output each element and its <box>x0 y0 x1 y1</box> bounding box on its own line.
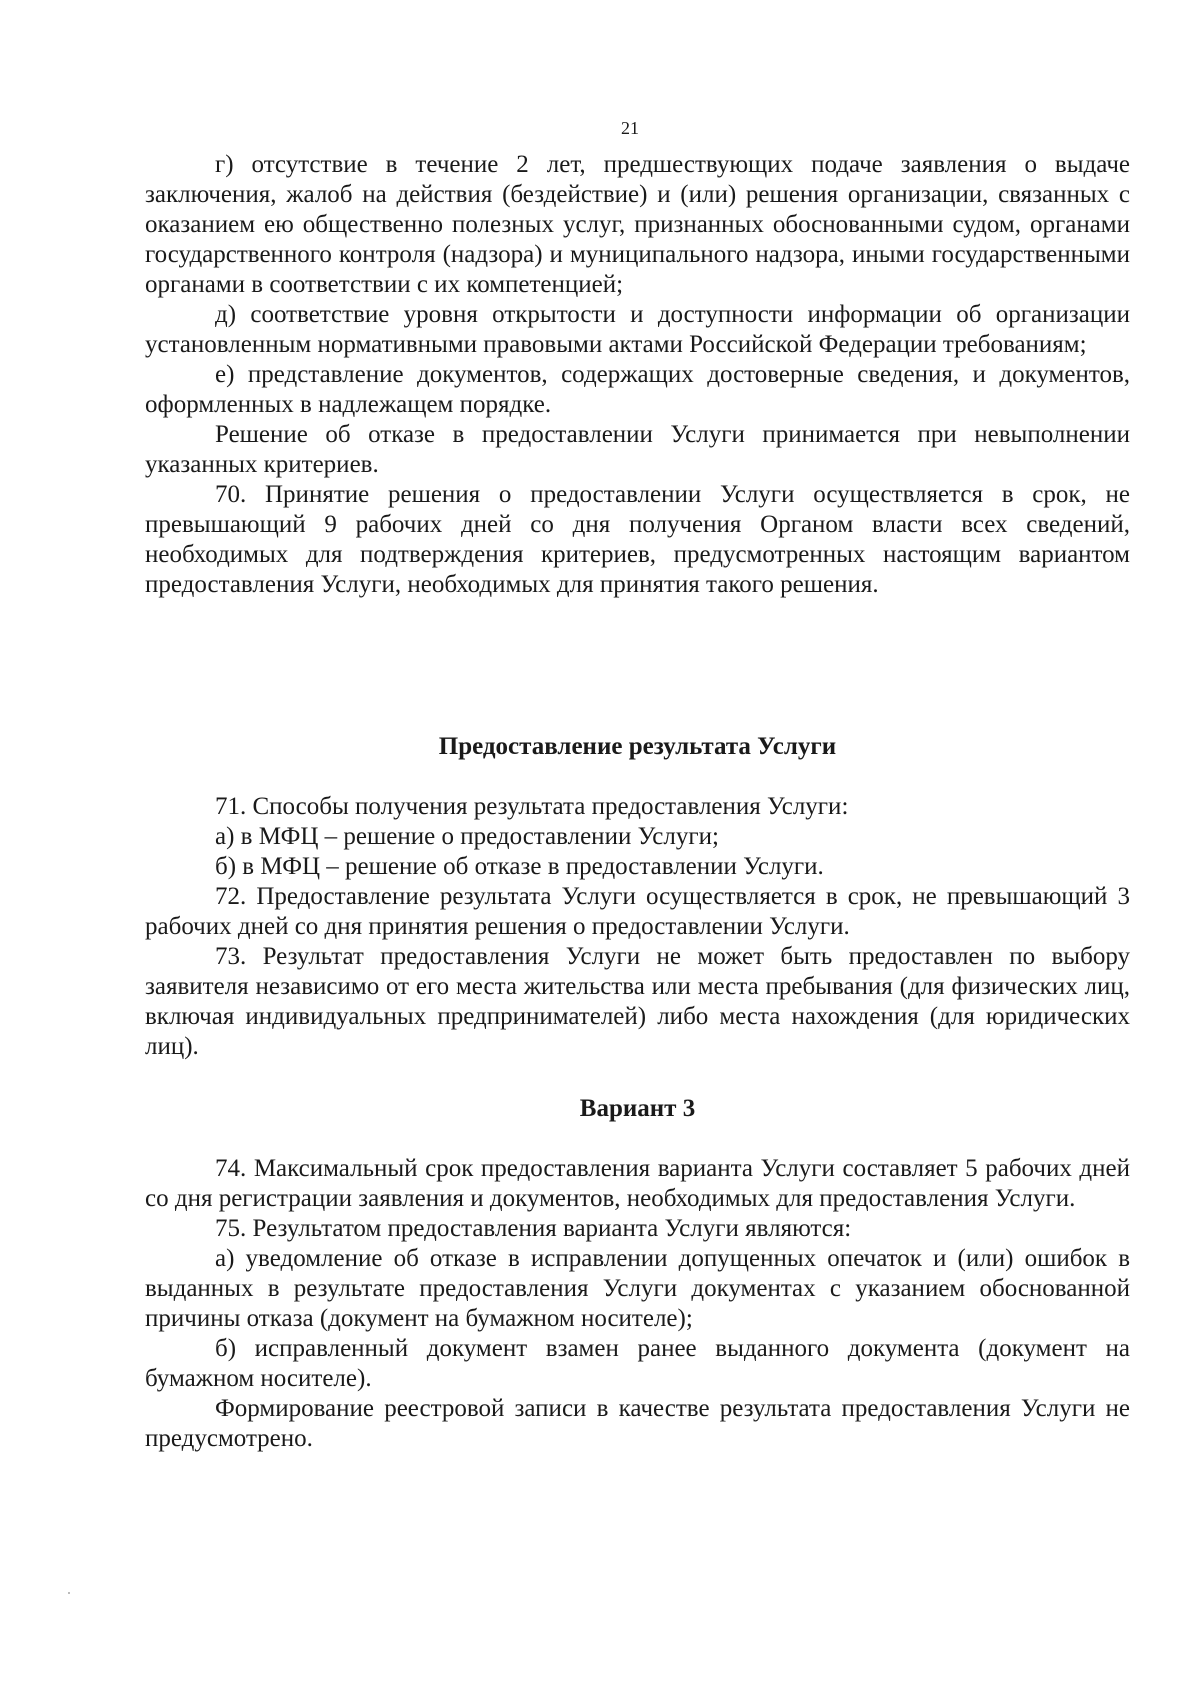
paragraph-72: 72. Предоставление результата Услуги осуществляется в срок, не превышающий 3 рабочих дней со дня принятия решения о предоставлении Услуги. <box>145 883 1130 940</box>
section-heading-result: Предоставление результата Услуги <box>438 733 837 760</box>
section-criteria <box>145 150 1130 600</box>
paragraph-criterion-d: д) соответствие уровня открытости и доступности информации об организации установленным нормативными правовыми актами Российской Федерации требованиям; <box>145 301 1130 358</box>
paragraph-criterion-e: е) представление документов, содержащих достоверные сведения, и документов, оформленных в надлежащем порядке. <box>145 361 1130 418</box>
paragraph-71: 71. Способы получения результата предоставления Услуги: <box>215 793 849 820</box>
section-result <box>145 792 1130 1062</box>
page-number: 21 <box>621 118 639 138</box>
paragraph-75b: б) исправленный документ взамен ранее выданного документа (документ на бумажном носителе). <box>145 1335 1130 1392</box>
paragraph-registry-record: Формирование реестровой записи в качестве результата предоставления Услуги не предусмотрено. <box>145 1395 1130 1452</box>
paragraph-73: 73. Результат предоставления Услуги не может быть предоставлен по выбору заявителя независимо от его места жительства или места пребывания (для физических лиц, включая индивидуальных предпринимателей) либо места нахождения (для юридических лиц). <box>145 943 1130 1060</box>
paragraph-71b: б) в МФЦ – решение об отказе в предоставлении Услуги. <box>215 853 824 880</box>
section-variant-3 <box>145 1154 1130 1454</box>
scan-artifact <box>68 1592 70 1594</box>
paragraph-74: 74. Максимальный срок предоставления варианта Услуги составляет 5 рабочих дней со дня регистрации заявления и документов, необходимых для предоставления Услуги. <box>145 1155 1130 1212</box>
paragraph-75a: а) уведомление об отказе в исправлении допущенных опечаток и (или) ошибок в выданных в результате предоставления Услуги документах с указанием обоснованной причины отказа (документ на бумажном носителе); <box>145 1245 1130 1332</box>
paragraph-71a: а) в МФЦ – решение о предоставлении Услуги; <box>215 823 719 850</box>
paragraph-75: 75. Результатом предоставления варианта Услуги являются: <box>215 1215 852 1242</box>
paragraph-criterion-g: г) отсутствие в течение 2 лет, предшествующих подаче заявления о выдаче заключения, жалоб на действия (бездействие) и (или) решения организации, связанных с оказанием ею общественно полезных услуг, признанных обоснованными судом, органами государственного контроля (надзора) и муниципального надзора, иными государственными органами в соответствии с их компетенцией; <box>145 151 1130 298</box>
paragraph-refusal-decision: Решение об отказе в предоставлении Услуги принимается при невыполнении указанных критериев. <box>145 421 1130 478</box>
paragraph-70: 70. Принятие решения о предоставлении Услуги осуществляется в срок, не превышающий 9 рабочих дней со дня получения Органом власти всех сведений, необходимых для подтверждения критериев, предусмотренных настоящим вариантом предоставления Услуги, необходимых для принятия такого решения. <box>145 481 1130 598</box>
section-heading-variant-3: Вариант 3 <box>579 1095 696 1122</box>
